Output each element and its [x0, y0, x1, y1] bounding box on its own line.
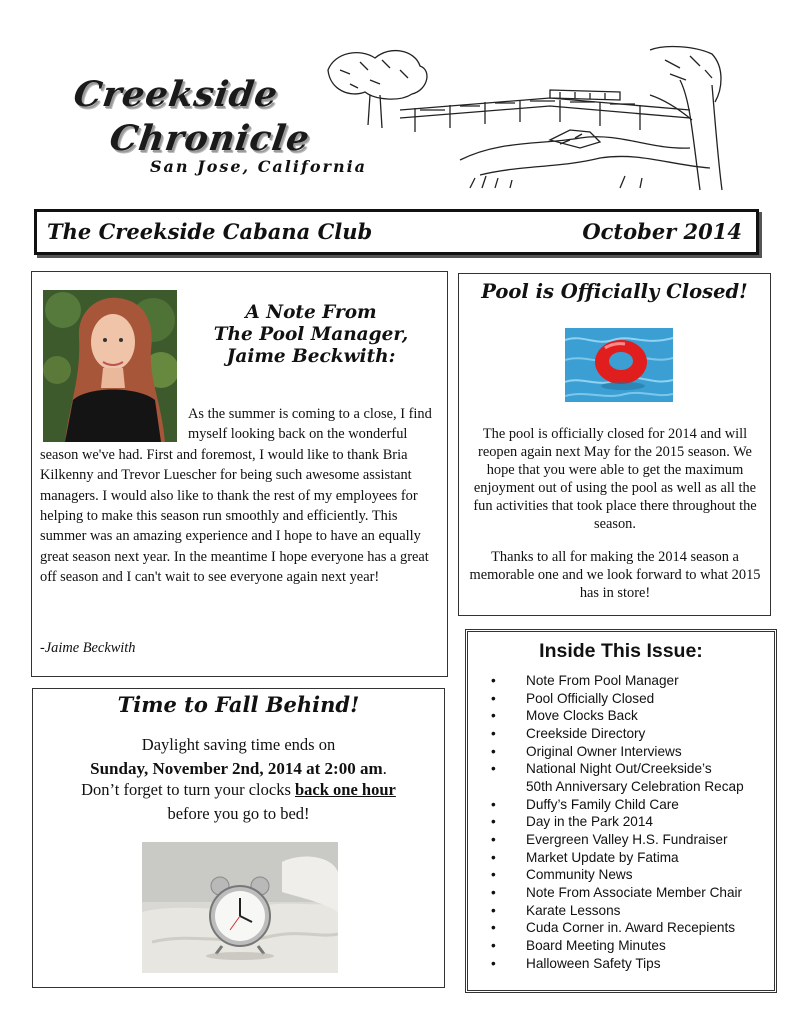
issue-date: October 2014 — [582, 219, 742, 244]
masthead-title-line2: Chronicle — [107, 118, 313, 159]
pool-ring-float-image — [565, 328, 673, 402]
toc-item — [486, 884, 766, 902]
toc-item — [486, 743, 766, 761]
toc-item-label: Pool Officially Closed — [526, 690, 655, 706]
toc-bullet: • — [491, 796, 496, 812]
toc-item-label: Board Meeting Minutes — [526, 937, 666, 953]
toc-bullet: • — [491, 937, 496, 953]
toc-item — [486, 796, 766, 814]
inside-this-issue-heading: Inside This Issue: — [539, 640, 703, 662]
dst-end-period: . — [382, 759, 387, 778]
manager-note-heading-line1: A Note From — [245, 302, 377, 323]
manager-note-heading-line3: Jaime Beckwith: — [226, 346, 396, 367]
club-name: The Creekside Cabana Club — [47, 219, 373, 244]
toc-item — [486, 725, 766, 743]
toc-item — [486, 902, 766, 920]
toc-bullet: • — [491, 690, 496, 706]
toc-bullet: • — [491, 725, 496, 741]
toc-bullet: • — [491, 884, 496, 900]
toc-bullet: • — [491, 955, 496, 971]
pool-closed-paragraph-2: Thanks to all for making the 2014 season a memorable one and we look forward to what 2015 has in store! — [469, 549, 761, 601]
manager-note-panel — [31, 271, 448, 677]
toc-item-label: Community News — [526, 867, 633, 883]
fall-behind-line-4: before you go to bed! — [167, 804, 310, 823]
toc-item — [486, 955, 766, 973]
fall-behind-line-3-prefix: Don’t forget to turn your clocks — [81, 780, 295, 799]
toc-bullet: • — [491, 831, 496, 847]
toc-item — [486, 919, 766, 937]
toc-bullet: • — [491, 849, 496, 865]
toc-item — [486, 937, 766, 955]
toc-item-continuation: 50th Anniversary Celebration Recap — [526, 778, 744, 794]
toc-item-label: Note From Pool Manager — [526, 673, 679, 688]
toc-item — [486, 690, 766, 708]
inside-this-issue-panel — [465, 629, 777, 993]
pool-closed-panel — [458, 273, 771, 616]
toc-bullet: • — [491, 814, 496, 830]
toc-bullet: • — [491, 867, 496, 883]
table-of-contents — [486, 672, 766, 972]
toc-item-label: Move Clocks Back — [526, 708, 638, 724]
masthead-title-line1: Creekside — [71, 74, 281, 115]
toc-item — [486, 760, 766, 795]
toc-bullet: • — [491, 743, 496, 759]
fall-behind-panel — [32, 688, 445, 988]
dst-end-datetime: Sunday, November 2nd, 2014 at 2:00 am — [90, 759, 383, 778]
manager-note-body-wrap — [40, 404, 440, 588]
back-one-hour-emphasis: back one hour — [295, 780, 396, 799]
toc-item-label: Day in the Park 2014 — [526, 814, 653, 830]
toc-item-label: Original Owner Interviews — [526, 743, 682, 759]
toc-item — [486, 831, 766, 849]
toc-item-label: Note From Associate Member Chair — [526, 884, 743, 900]
masthead-subtitle: San Jose, California — [150, 157, 368, 176]
toc-item-label: Halloween Safety Tips — [526, 955, 661, 971]
toc-item — [486, 849, 766, 867]
manager-note-heading-line2: The Pool Manager, — [213, 324, 409, 345]
fall-behind-heading: Time to Fall Behind! — [117, 692, 360, 717]
fall-behind-line-1: Daylight saving time ends on — [141, 735, 336, 754]
toc-item-label: Evergreen Valley H.S. Fundraiser — [526, 831, 728, 847]
toc-bullet: • — [491, 920, 496, 936]
toc-bullet: • — [491, 761, 496, 777]
toc-item-label: Market Update by Fatima — [526, 849, 679, 865]
toc-item-label: Karate Lessons — [526, 902, 621, 918]
manager-note-heading — [192, 302, 430, 368]
toc-item-label: Creekside Directory — [526, 725, 646, 741]
toc-bullet: • — [491, 673, 496, 688]
fall-behind-line-3 — [33, 780, 444, 800]
alarm-clock-image — [142, 842, 338, 973]
toc-item — [486, 813, 766, 831]
toc-item — [486, 866, 766, 884]
pool-closed-heading: Pool is Officially Closed! — [481, 280, 748, 303]
toc-item-label: Cuda Corner in. Award Recepients — [526, 920, 736, 936]
manager-note-signature: -Jaime Beckwith — [40, 640, 136, 656]
toc-item — [486, 672, 766, 690]
toc-bullet: • — [491, 902, 496, 918]
creek-bridge-illustration — [320, 40, 730, 192]
toc-item — [486, 707, 766, 725]
toc-item-label: National Night Out/Creekside’s — [526, 761, 712, 777]
fall-behind-line-2 — [33, 759, 444, 779]
pool-closed-paragraph-1: The pool is officially closed for 2014 and will reopen again next May for the 2015 season. We hope that you were able to get the maximum enjoyment out of using the pool as well as all the fun activities that took place there throughout the season. — [473, 426, 757, 532]
manager-note-body: As the summer is coming to a close, I find myself looking back on the wonderful season we've had. First and foremost, I would like to thank Bria Kilkenny and Trevor Luescher for being such awesome assistant managers. I would also like to thank the rest of my employees for helping to make this season run smoothly and efficiently. This summer was an amazing experience and I hope to have an equally great season next year. In the meantime I hope everyone has a great off season and I can't wait to see everyone again next year! — [40, 406, 432, 586]
toc-item-label: Duffy’s Family Child Care — [526, 796, 679, 812]
toc-bullet: • — [491, 708, 496, 724]
newsletter-banner — [34, 209, 759, 255]
